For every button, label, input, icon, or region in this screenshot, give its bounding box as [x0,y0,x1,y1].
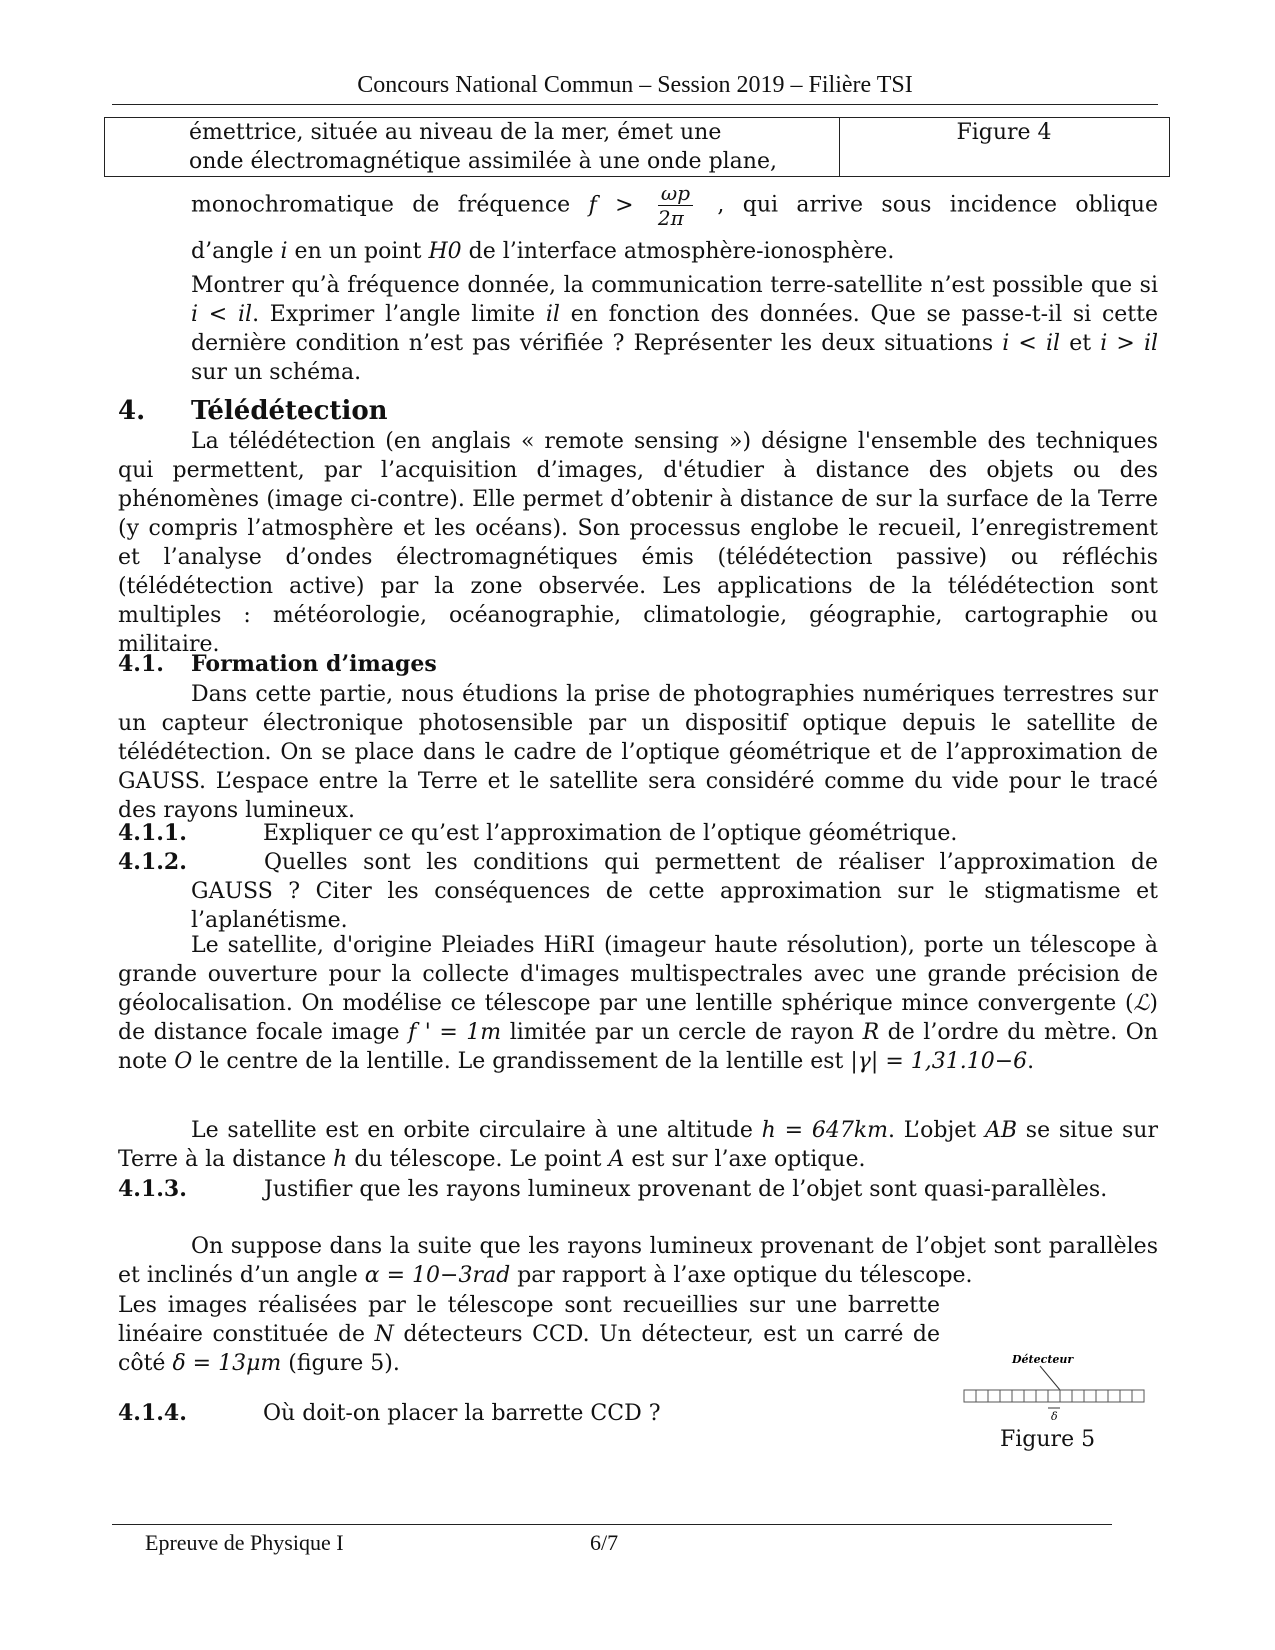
q413-text: Justifier que les rayons lumineux provenant de l’objet sont quasi-parallèles. [264,1177,1108,1202]
subsection-41-number: 4.1. [118,651,164,677]
question-continuation-line: monochromatique de fréquence f > $\frac{\omega p}{2\pi}$ , qui arrive sous incidence oblique [191,181,1158,230]
q414-number: 4.1.4. [118,1400,187,1426]
delta-label: δ [1051,1410,1058,1423]
section-4-title: Télédétection [191,396,388,426]
detector-pointer [1040,1366,1060,1390]
header-rule [112,104,1158,105]
freq-condition: f > $\frac{\omega p}{2\pi}$ [589,193,718,218]
page-header: Concours National Commun – Session 2019 – Filière TSI [357,72,913,98]
q412-text: Quelles sont les conditions qui permettent de réaliser l’approximation de GAUSS ? Citer les conséquences de cette approximation sur le stigmatisme et l’aplanétisme. [191,850,1158,933]
box-text [189,118,829,176]
subsection-41-intro: Dans cette partie, nous étudions la prise de photographies numériques terrestres sur un capteur électronique photosensible par un dispositif optique depuis le satellite de télédétection. On se place dans le cadre de l’optique géométrique et de l’approximation de GAUSS. L’espace entre la Terre et le satellite sera considéré comme du vide pour le tracé des rayons lumineux. [118,682,1158,823]
section-4-number: 4. [118,396,146,426]
q411-text: Expliquer ce qu’est l’approximation de l’optique géométrique. [263,821,958,846]
q414-text: Où doit-on placer la barrette CCD ? [263,1401,661,1426]
figure4-box [104,117,1170,177]
figure4-label: Figure 4 [956,120,1052,145]
footer-title: Epreuve de Physique I [145,1530,344,1555]
footer-rule [112,1524,1112,1525]
q411-number: 4.1.1. [118,820,187,846]
q412-number: 4.1.2. [118,849,187,875]
parallel-rays-paragraph: On suppose dans la suite que les rayons lumineux provenant de l’objet sont parallèles et inclinés d’un angle α = 10−3rad par rapport à l’axe optique du télescope. [118,1234,1158,1288]
incidence-line: d’angle i en un point H0 de l’interface atmosphère-ionosphère. [191,239,895,264]
ccd-paragraph: Les images réalisées par le télescope sont recueillies sur une barrette linéaire constituée de N détecteurs CCD. Un détecteur, est un carré de côté δ = 13μm (figure 5). [118,1293,940,1376]
box-line1: émettrice, située au niveau de la mer, émet une [189,120,722,145]
orbit-paragraph: Le satellite est en orbite circulaire à une altitude h = 647km. L’objet AB se situe sur Terre à la distance h du télescope. Le point A est sur l’axe optique. [118,1118,1158,1172]
satellite-paragraph: Le satellite, d'origine Pleiades HiRI (imageur haute résolution), porte un télescope à grande ouverture pour la collecte d'images multispectrales avec une grande précision de géolocalisation. On modélise ce télescope par une lentille sphérique mince convergente (ℒ) de distance focale image f ' = 1m limitée par un cercle de rayon R de l’ordre du mètre. On note O le centre de la lentille. Le grandissement de la lentille est |γ| = 1,31.10−6. [118,933,1158,1074]
figure5-caption: Figure 5 [1000,1427,1096,1452]
section-4-intro: La télédétection (en anglais « remote sensing ») désigne l'ensemble des techniques qui permettent, par l’acquisition d’images, d'étudier à distance des objets ou des phénomènes (image ci-contre). Elle permet d’obtenir à distance de sur la surface de la Terre (y compris l’atmosphère et les océans). Son processus englobe le recueil, l’enregistrement et l’analyse d’ondes électromagnétiques émis (télédétection passive) ou réfléchis (télédétection active) par la zone observée. Les applications de la télédétection sont multiples : météorologie, océanographie, climatologie, géographie, cartographie ou militaire. [118,429,1158,657]
page-number: 6/7 [590,1530,619,1555]
omega-fraction: $\frac{\omega p}{2\pi}$ [658,183,693,228]
question-paragraph: Montrer qu’à fréquence donnée, la communication terre-satellite n’est possible que si i < il. Exprimer l’angle limite il en fonction des données. Que se passe-t-il si cette dernière condition n’est pas vérifiée ? Représenter les deux situations i < il et i > il sur un schéma. [191,273,1159,385]
box-line2: onde électromagnétique assimilée à une onde plane, [189,149,777,174]
detector-label: Détecteur [1012,1353,1074,1366]
q413-number: 4.1.3. [118,1176,187,1202]
subsection-41-title: Formation d’images [191,651,437,677]
